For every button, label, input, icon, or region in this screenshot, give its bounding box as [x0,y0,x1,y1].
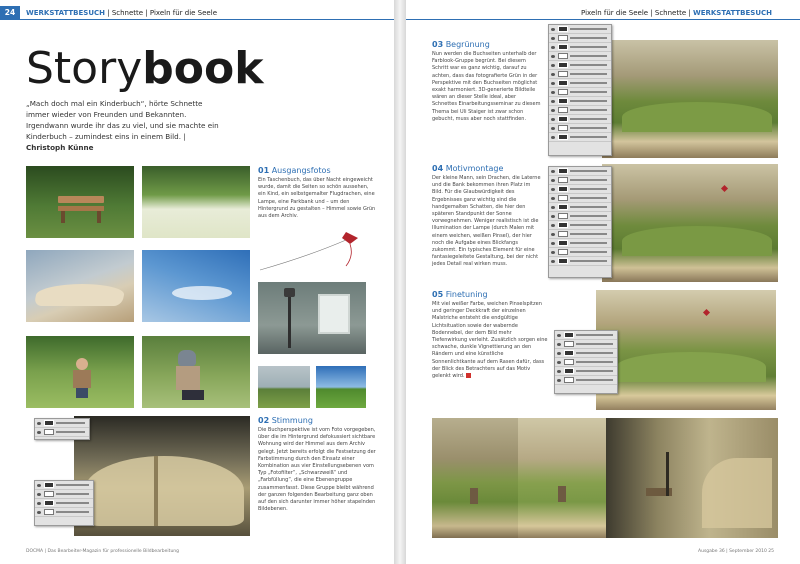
step-05: 05 Finetuning Mit viel weißer Farbe, weichen Pinselspitzen und geringer Deckkraft der einzelnen Malstriche entsteht die endgültige Lichtsituation sowie der wabernde Bodennebel, der dem Bild mehr Tiefenwirkung verleiht. Zusätzlich sorgen eine schwache, dunkle Vignettierung an den Rändern und eine künstliche Sonnenlichtkante auf dem Rasen dafür, dass der Blick des Betrachters auf das Motiv gelenkt wird. [432,290,548,380]
image-step-04-montage [602,164,778,282]
footer-left: DOCMA | Das Bearbeiter-Magazin für professionelle Bildbearbeitung [26,549,180,554]
header-section-right: WERKSTATTBESUCH [692,9,772,17]
step-01: 01 Ausgangsfotos Ein Taschenbuch, das über Nacht eingeweicht wurde, damit die Seiten so schön aussehen, ein Kind, ein selbstgemalter Flugdrachen, eine Lampe, eine Parkbank und – um den Hintergrund zu gestalten – Himmel sowie Grün aus dem Archiv. [258,166,376,220]
step-04: 04 Motivmontage Der kleine Mann, sein Drachen, die Laterne und die Bank bekommen ihren Platz im Bild. Für die Glaubwürdigkeit des Ergebnisses ganz wichtig sind die handgemalten Schatten, die hier den späteren Standpunkt der Sonne vorwegnehmen. Weniger realistisch ist die Illumination der Lampe (durch Malen mit einem weichen, weißen Pinsel), der hier noch die Aufgabe eines Blickfangs zukommt. Ein typisches Element für eine fantasiegeleitete Gestaltung, bei der nicht jedes Detail real wirken muss. [432,164,541,268]
photo-field-2 [316,366,366,408]
header-rule [0,19,394,20]
photo-field-1 [258,366,310,408]
layers-panel-step-03 [548,24,612,156]
image-final-crop-1 [432,418,522,538]
image-final-crop-2 [518,418,608,538]
layers-panel-step-04 [548,166,612,278]
intro-text: „Mach doch mal ein Kinderbuch“, hörte Schnette immer wieder von Freunden und Bekannten. Irgendwann wurde ihr das zu viel, und sie machte ein Kinderbuch – zumindest eins in einem Bild. | Christoph Künne [26,99,219,152]
layers-panel-step-02a [34,418,90,440]
header-section: WERKSTATTBESUCH [26,9,106,17]
layers-panel-step-05 [554,330,618,394]
author: Christoph Künne [26,143,94,152]
step-02: 02 Stimmung Die Buchperspektive ist vom Foto vorgegeben, über die im Hintergrund defokussiert sichtbare Wohnung wird der Himmel aus dem Archiv gelegt. Jetzt bereits erfolgt die Festsetzung der Farbstimmung durch den Einsatz einer Kombination aus vier Einstellungsebenen vom Typ „Fotofilter“, „Schwarzweiß“ und „Farbfüllung“, die eine Ebenengruppe zusammenfasst. Diese Gruppe bleibt während der ganzen folgenden Bearbeitung ganz oben auf den sich darunter immer höher stapelnden Bildebenen. [258,416,376,513]
running-header-right [581,8,772,19]
image-final-crop-3 [606,418,778,538]
end-mark [466,373,471,378]
photo-child-pointing [142,336,250,408]
photo-sky-clouds [142,250,250,322]
photo-street-lamp [258,282,366,354]
header-rest: | Schnette | Pixeln für die Seele [107,9,217,17]
running-header [26,8,217,19]
page-number: 24 [0,6,20,19]
kite-drawing [258,222,378,274]
page-number-right: 25 [768,549,774,554]
right-page [406,0,800,564]
left-page [0,0,394,564]
photo-park-bench [26,166,134,238]
header-rule-right [406,19,800,20]
layers-panel-step-02b [34,480,94,526]
photo-open-book [26,250,134,322]
photo-meadow-flowers [142,166,250,238]
photo-child-standing [26,336,134,408]
page-title: Storybook [26,43,264,94]
step-03: 03 Begrünung Nun werden die Buchseiten unterhalb der Farblook-Gruppe begrünt. Bei diesem Schritt war es ganz wichtig, darauf zu achten, dass das fotografierte Grün in der Perspektive mit den Buchseiten möglichst exakt harmoniert. 3D-generierte Bildteile wären an dieser Stelle ideal, aber Schnettes Einarbeitungsseminar zu diesem Thema bei Uli Staiger ist zwar schon gebucht, muss aber noch stattfinden. [432,40,541,122]
spine-gutter [394,0,406,564]
header-rest-right: Pixeln für die Seele | Schnette | [581,9,691,17]
image-step-03-green [602,40,778,158]
image-step-02-mood [74,416,250,536]
footer-right: Ausgabe 36 | September 2010 25 [698,549,774,554]
image-step-05-finetuning [596,290,776,410]
